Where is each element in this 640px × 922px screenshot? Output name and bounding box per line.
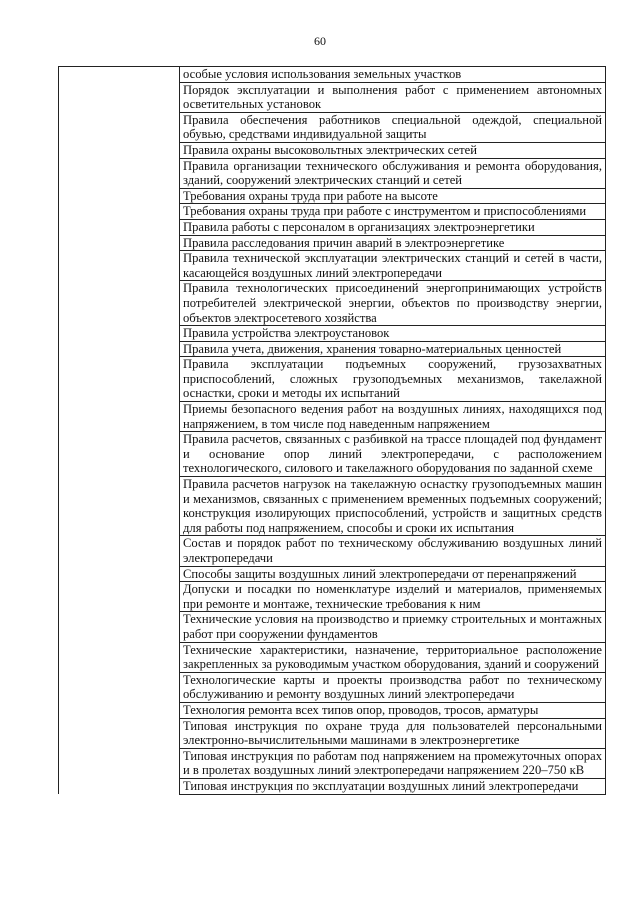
requirement-cell: Правила технологических присоединений энергопринимающих устройств потребителей электрической энергии, объектов по производству энергии, объектов электросетевого хозяйства — [180, 281, 606, 326]
requirement-cell: Состав и порядок работ по техническому обслуживанию воздушных линий электропередачи — [180, 536, 606, 566]
requirement-cell: Правила работы с персоналом в организациях электроэнергетики — [180, 219, 606, 235]
requirement-cell: Правила расчетов нагрузок на такелажную оснастку грузоподъемных машин и механизмов, связанных с применением временных подъемных сооружений; конструкция изолирующих приспособлений, устройств и защитных средств для работы под напряжением, способы и сроки их испытания — [180, 477, 606, 536]
requirement-cell: Правила устройства электроустановок — [180, 326, 606, 342]
requirement-cell: Порядок эксплуатации и выполнения работ с применением автономных осветительных установок — [180, 82, 606, 112]
requirement-cell: Требования охраны труда при работе с инструментом и приспособлениями — [180, 204, 606, 220]
requirement-cell: Требования охраны труда при работе на высоте — [180, 188, 606, 204]
document-table — [58, 66, 606, 795]
requirement-cell: Правила эксплуатации подъемных сооружений, грузозахватных приспособлений, сложных грузоподъемных механизмов, такелажной оснастки, сроки и методы их испытаний — [180, 357, 606, 402]
requirement-cell: Правила технической эксплуатации электрических станций и сетей в части, касающейся воздушных линий электропередачи — [180, 251, 606, 281]
requirement-cell: Правила расследования причин аварий в электроэнергетике — [180, 235, 606, 251]
requirement-cell: Правила расчетов, связанных с разбивкой на трассе площадей под фундамент и основание опор линий электропередачи, с расположением технологического, силового и такелажного оборудования по заданной схеме — [180, 432, 606, 477]
requirement-cell: Правила обеспечения работников специальной одеждой, специальной обувью, средствами индивидуальной защиты — [180, 112, 606, 142]
document-table-body — [59, 67, 606, 795]
requirement-cell: Допуски и посадки по номенклатуре изделий и материалов, применяемых при ремонте и монтаже, технические требования к ним — [180, 582, 606, 612]
requirement-cell: Типовая инструкция по охране труда для пользователей персональными электронно-вычислительными машинами в электроэнергетике — [180, 718, 606, 748]
requirement-cell: Способы защиты воздушных линий электропередачи от перенапряжений — [180, 566, 606, 582]
requirement-cell: Правила охраны высоковольтных электрических сетей — [180, 142, 606, 158]
requirement-cell: Правила учета, движения, хранения товарно-материальных ценностей — [180, 341, 606, 357]
requirement-cell: Правила организации технического обслуживания и ремонта оборудования, зданий, сооружений электрических станций и сетей — [180, 158, 606, 188]
requirement-cell: Технические характеристики, назначение, территориальное расположение закрепленных за руководимым участком оборудования, зданий и сооружений — [180, 642, 606, 672]
requirement-cell: Технология ремонта всех типов опор, проводов, тросов, арматуры — [180, 702, 606, 718]
requirement-cell: Приемы безопасного ведения работ на воздушных линиях, находящихся под напряжением, в том числе под наведенным напряжением — [180, 402, 606, 432]
empty-left-cell — [59, 67, 180, 795]
requirement-cell: особые условия использования земельных участков — [180, 67, 606, 83]
requirement-cell: Технические условия на производство и приемку строительных и монтажных работ при сооружении фундаментов — [180, 612, 606, 642]
requirement-cell: Типовая инструкция по эксплуатации воздушных линий электропередачи — [180, 778, 606, 794]
requirement-cell: Технологические карты и проекты производства работ по техническому обслуживанию и ремонту воздушных линий электропередачи — [180, 672, 606, 702]
requirement-cell: Типовая инструкция по работам под напряжением на промежуточных опорах и в пролетах воздушных линий электропередачи напряжением 220–750 кВ — [180, 748, 606, 778]
table-row — [59, 67, 606, 83]
page-number: 60 — [314, 34, 326, 48]
